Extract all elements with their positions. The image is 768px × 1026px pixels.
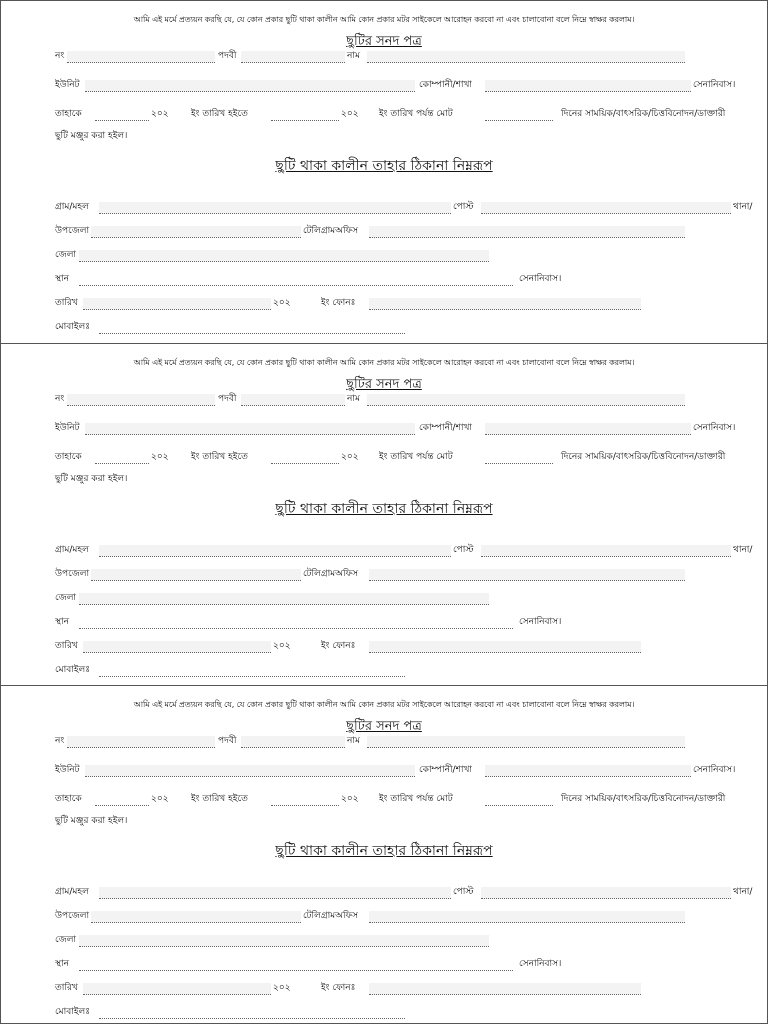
leave-certificate-card [1, 343, 767, 684]
row-upazila-telegram [55, 224, 685, 238]
label-telegram-office: টেলিগ্রামঅফিস [303, 569, 359, 579]
village-field[interactable] [99, 545, 451, 557]
upazila-field[interactable] [91, 569, 301, 581]
label-year-3: ২০২ [273, 298, 291, 308]
label-rank: পদবী [218, 51, 237, 61]
phone-field[interactable] [369, 298, 641, 310]
label-leave-type: দিনের সাময়িক/বাৎসরিক/চিত্তবিনোদন/ডাক্তারী [561, 452, 726, 462]
rank-field[interactable] [241, 394, 345, 406]
label-date-to: ইং তারিখ পর্যন্ত মোট [379, 452, 453, 462]
telegram-office-field[interactable] [369, 226, 685, 238]
label-telegram-office: টেলিগ্রামঅফিস [303, 226, 359, 236]
date-field[interactable] [83, 298, 271, 310]
number-field[interactable] [67, 51, 215, 63]
leave-certificate-card [1, 685, 767, 1026]
label-rank: পদবী [218, 394, 237, 404]
label-post: পোস্ট [453, 202, 474, 212]
company-field[interactable] [485, 423, 691, 435]
row-village-post [55, 200, 755, 214]
row-village-post [55, 543, 755, 557]
post-field[interactable] [481, 545, 731, 557]
row-place [55, 272, 595, 286]
certificate-title: ছুটির সনদ পত্র [346, 719, 422, 734]
label-date: তারিখ [55, 983, 78, 993]
row-date-phone [55, 981, 641, 995]
label-year-1: ২০২ [151, 452, 169, 462]
label-village: গ্রাম/মহল [55, 202, 89, 212]
date-to-field[interactable] [271, 109, 339, 121]
label-leave-type: দিনের সাময়িক/বাৎসরিক/চিত্তবিনোদন/ডাক্তারী [561, 794, 726, 804]
label-upazila: উপজেলা [55, 569, 90, 579]
village-field[interactable] [99, 202, 451, 214]
label-post: পোস্ট [453, 545, 474, 555]
label-name: নাম [347, 51, 360, 61]
mobile-field[interactable] [99, 322, 405, 334]
date-to-field[interactable] [271, 794, 339, 806]
village-field[interactable] [99, 887, 451, 899]
label-place: স্থান [55, 274, 69, 284]
label-post: পোস্ট [453, 887, 474, 897]
declaration-text: আমি এই মর্মে প্রত্যয়ন করছি যে, যে কোন প্রকার ছুটি থাকা কালীন আমি কোন প্রকার মটর সাইকেলে আরোহন করবো না এবং চালাবোনা বলে নিম্নে স্বাক্ষর করলাম। [133, 358, 635, 367]
row-number-rank-name [55, 392, 685, 406]
label-mobile: মোবাইলঃ [55, 322, 91, 332]
name-field[interactable] [367, 51, 685, 63]
company-field[interactable] [485, 80, 691, 92]
label-granted: ছুটি মঞ্জুর করা হইল। [55, 474, 128, 484]
date-from-field[interactable] [95, 452, 149, 464]
post-field[interactable] [481, 887, 731, 899]
mobile-field[interactable] [99, 1007, 405, 1019]
district-field[interactable] [79, 250, 489, 262]
label-upazila: উপজেলা [55, 911, 90, 921]
label-date-from: ইং তারিখ হইতে [191, 794, 248, 804]
row-unit-company [55, 421, 745, 435]
unit-field[interactable] [85, 80, 415, 92]
label-district: জেলা [55, 250, 77, 260]
label-him: তাহাকে [55, 452, 82, 462]
label-date-to: ইং তারিখ পর্যন্ত মোট [379, 794, 453, 804]
rank-field[interactable] [241, 51, 345, 63]
label-name: নাম [347, 394, 360, 404]
row-district [55, 933, 489, 947]
label-him: তাহাকে [55, 794, 82, 804]
row-village-post [55, 885, 755, 899]
mobile-field[interactable] [99, 665, 405, 677]
label-date-from: ইং তারিখ হইতে [191, 452, 248, 462]
row-number-rank-name [55, 734, 685, 748]
label-cantonment: সেনানিবাস। [693, 765, 736, 775]
label-thana: থানা/ [733, 887, 753, 897]
place-field[interactable] [79, 617, 513, 629]
label-cantonment: সেনানিবাস। [693, 80, 736, 90]
label-year-2: ২০২ [341, 109, 359, 119]
leave-certificate-card [1, 1, 767, 342]
row-district [55, 248, 489, 262]
unit-field[interactable] [85, 765, 415, 777]
label-date-from: ইং তারিখ হইতে [191, 109, 248, 119]
label-number: নং [55, 394, 65, 404]
label-name: নাম [347, 736, 360, 746]
label-company: কোম্পানী/শাখা [419, 80, 473, 90]
total-days-field[interactable] [485, 452, 553, 464]
label-cantonment-2: সেনানিবাস। [519, 617, 562, 627]
name-field[interactable] [367, 736, 685, 748]
phone-field[interactable] [369, 983, 641, 995]
label-phone: ইং ফোনঃ [321, 298, 356, 308]
row-unit-company [55, 763, 745, 777]
label-granted: ছুটি মঞ্জুর করা হইল। [55, 816, 128, 826]
address-subtitle: ছুটি থাকা কালীন তাহার ঠিকানা নিম্নরূপ [275, 158, 493, 174]
rank-field[interactable] [241, 736, 345, 748]
label-phone: ইং ফোনঃ [321, 641, 356, 651]
row-place [55, 957, 595, 971]
label-him: তাহাকে [55, 109, 82, 119]
declaration-text: আমি এই মর্মে প্রত্যয়ন করছি যে, যে কোন প্রকার ছুটি থাকা কালীন আমি কোন প্রকার মটর সাইকেলে আরোহন করবো না এবং চালাবোনা বলে নিম্নে স্বাক্ষর করলাম। [133, 700, 635, 709]
upazila-field[interactable] [91, 911, 301, 923]
label-year-2: ২০২ [341, 452, 359, 462]
row-upazila-telegram [55, 567, 685, 581]
total-days-field[interactable] [485, 109, 553, 121]
row-date-phone [55, 639, 641, 653]
post-field[interactable] [481, 202, 731, 214]
label-company: কোম্পানী/শাখা [419, 765, 473, 775]
label-date: তারিখ [55, 641, 78, 651]
label-year-3: ২০২ [273, 641, 291, 651]
label-granted: ছুটি মঞ্জুর করা হইল। [55, 131, 128, 141]
name-field[interactable] [367, 394, 685, 406]
row-date-phone [55, 296, 641, 310]
label-number: নং [55, 736, 65, 746]
label-thana: থানা/ [733, 545, 753, 555]
label-year-1: ২০২ [151, 794, 169, 804]
place-field[interactable] [79, 274, 513, 286]
label-phone: ইং ফোনঃ [321, 983, 356, 993]
label-district: জেলা [55, 935, 77, 945]
telegram-office-field[interactable] [369, 911, 685, 923]
label-cantonment: সেনানিবাস। [693, 423, 736, 433]
label-leave-type: দিনের সাময়িক/বাৎসরিক/চিত্তবিনোদন/ডাক্তারী [561, 109, 726, 119]
district-field[interactable] [79, 935, 489, 947]
date-field[interactable] [83, 641, 271, 653]
date-field[interactable] [83, 983, 271, 995]
place-field[interactable] [79, 959, 513, 971]
unit-field[interactable] [85, 423, 415, 435]
row-number-rank-name [55, 49, 685, 63]
total-days-field[interactable] [485, 794, 553, 806]
row-leave-dates [55, 792, 745, 806]
label-mobile: মোবাইলঃ [55, 665, 91, 675]
declaration-text: আমি এই মর্মে প্রত্যয়ন করছি যে, যে কোন প্রকার ছুটি থাকা কালীন আমি কোন প্রকার মটর সাইকেলে আরোহন করবো না এবং চালাবোনা বলে নিম্নে স্বাক্ষর করলাম। [133, 15, 635, 24]
label-unit: ইউনিট [55, 423, 80, 433]
company-field[interactable] [485, 765, 691, 777]
row-leave-dates [55, 450, 745, 464]
label-place: স্থান [55, 959, 69, 969]
label-village: গ্রাম/মহল [55, 545, 89, 555]
address-subtitle: ছুটি থাকা কালীন তাহার ঠিকানা নিম্নরূপ [275, 843, 493, 859]
row-mobile [55, 1005, 407, 1019]
label-unit: ইউনিট [55, 80, 80, 90]
row-place [55, 615, 595, 629]
number-field[interactable] [67, 394, 215, 406]
row-district [55, 591, 489, 605]
row-unit-company [55, 78, 745, 92]
label-year-1: ২০২ [151, 109, 169, 119]
label-company: কোম্পানী/শাখা [419, 423, 473, 433]
certificate-title: ছুটির সনদ পত্র [346, 377, 422, 392]
row-upazila-telegram [55, 909, 685, 923]
label-rank: পদবী [218, 736, 237, 746]
district-field[interactable] [79, 593, 489, 605]
label-village: গ্রাম/মহল [55, 887, 89, 897]
upazila-field[interactable] [91, 226, 301, 238]
label-district: জেলা [55, 593, 77, 603]
row-mobile [55, 320, 407, 334]
label-date-to: ইং তারিখ পর্যন্ত মোট [379, 109, 453, 119]
label-cantonment-2: সেনানিবাস। [519, 959, 562, 969]
telegram-office-field[interactable] [369, 569, 685, 581]
label-date: তারিখ [55, 298, 78, 308]
label-mobile: মোবাইলঃ [55, 1007, 91, 1017]
label-cantonment-2: সেনানিবাস। [519, 274, 562, 284]
date-from-field[interactable] [95, 794, 149, 806]
label-unit: ইউনিট [55, 765, 80, 775]
number-field[interactable] [67, 736, 215, 748]
label-thana: থানা/ [733, 202, 753, 212]
label-year-3: ২০২ [273, 983, 291, 993]
phone-field[interactable] [369, 641, 641, 653]
date-from-field[interactable] [95, 109, 149, 121]
address-subtitle: ছুটি থাকা কালীন তাহার ঠিকানা নিম্নরূপ [275, 501, 493, 517]
row-mobile [55, 663, 407, 677]
label-number: নং [55, 51, 65, 61]
certificate-title: ছুটির সনদ পত্র [346, 34, 422, 49]
label-telegram-office: টেলিগ্রামঅফিস [303, 911, 359, 921]
row-leave-dates [55, 107, 745, 121]
label-upazila: উপজেলা [55, 226, 90, 236]
label-year-2: ২০২ [341, 794, 359, 804]
date-to-field[interactable] [271, 452, 339, 464]
label-place: স্থান [55, 617, 69, 627]
